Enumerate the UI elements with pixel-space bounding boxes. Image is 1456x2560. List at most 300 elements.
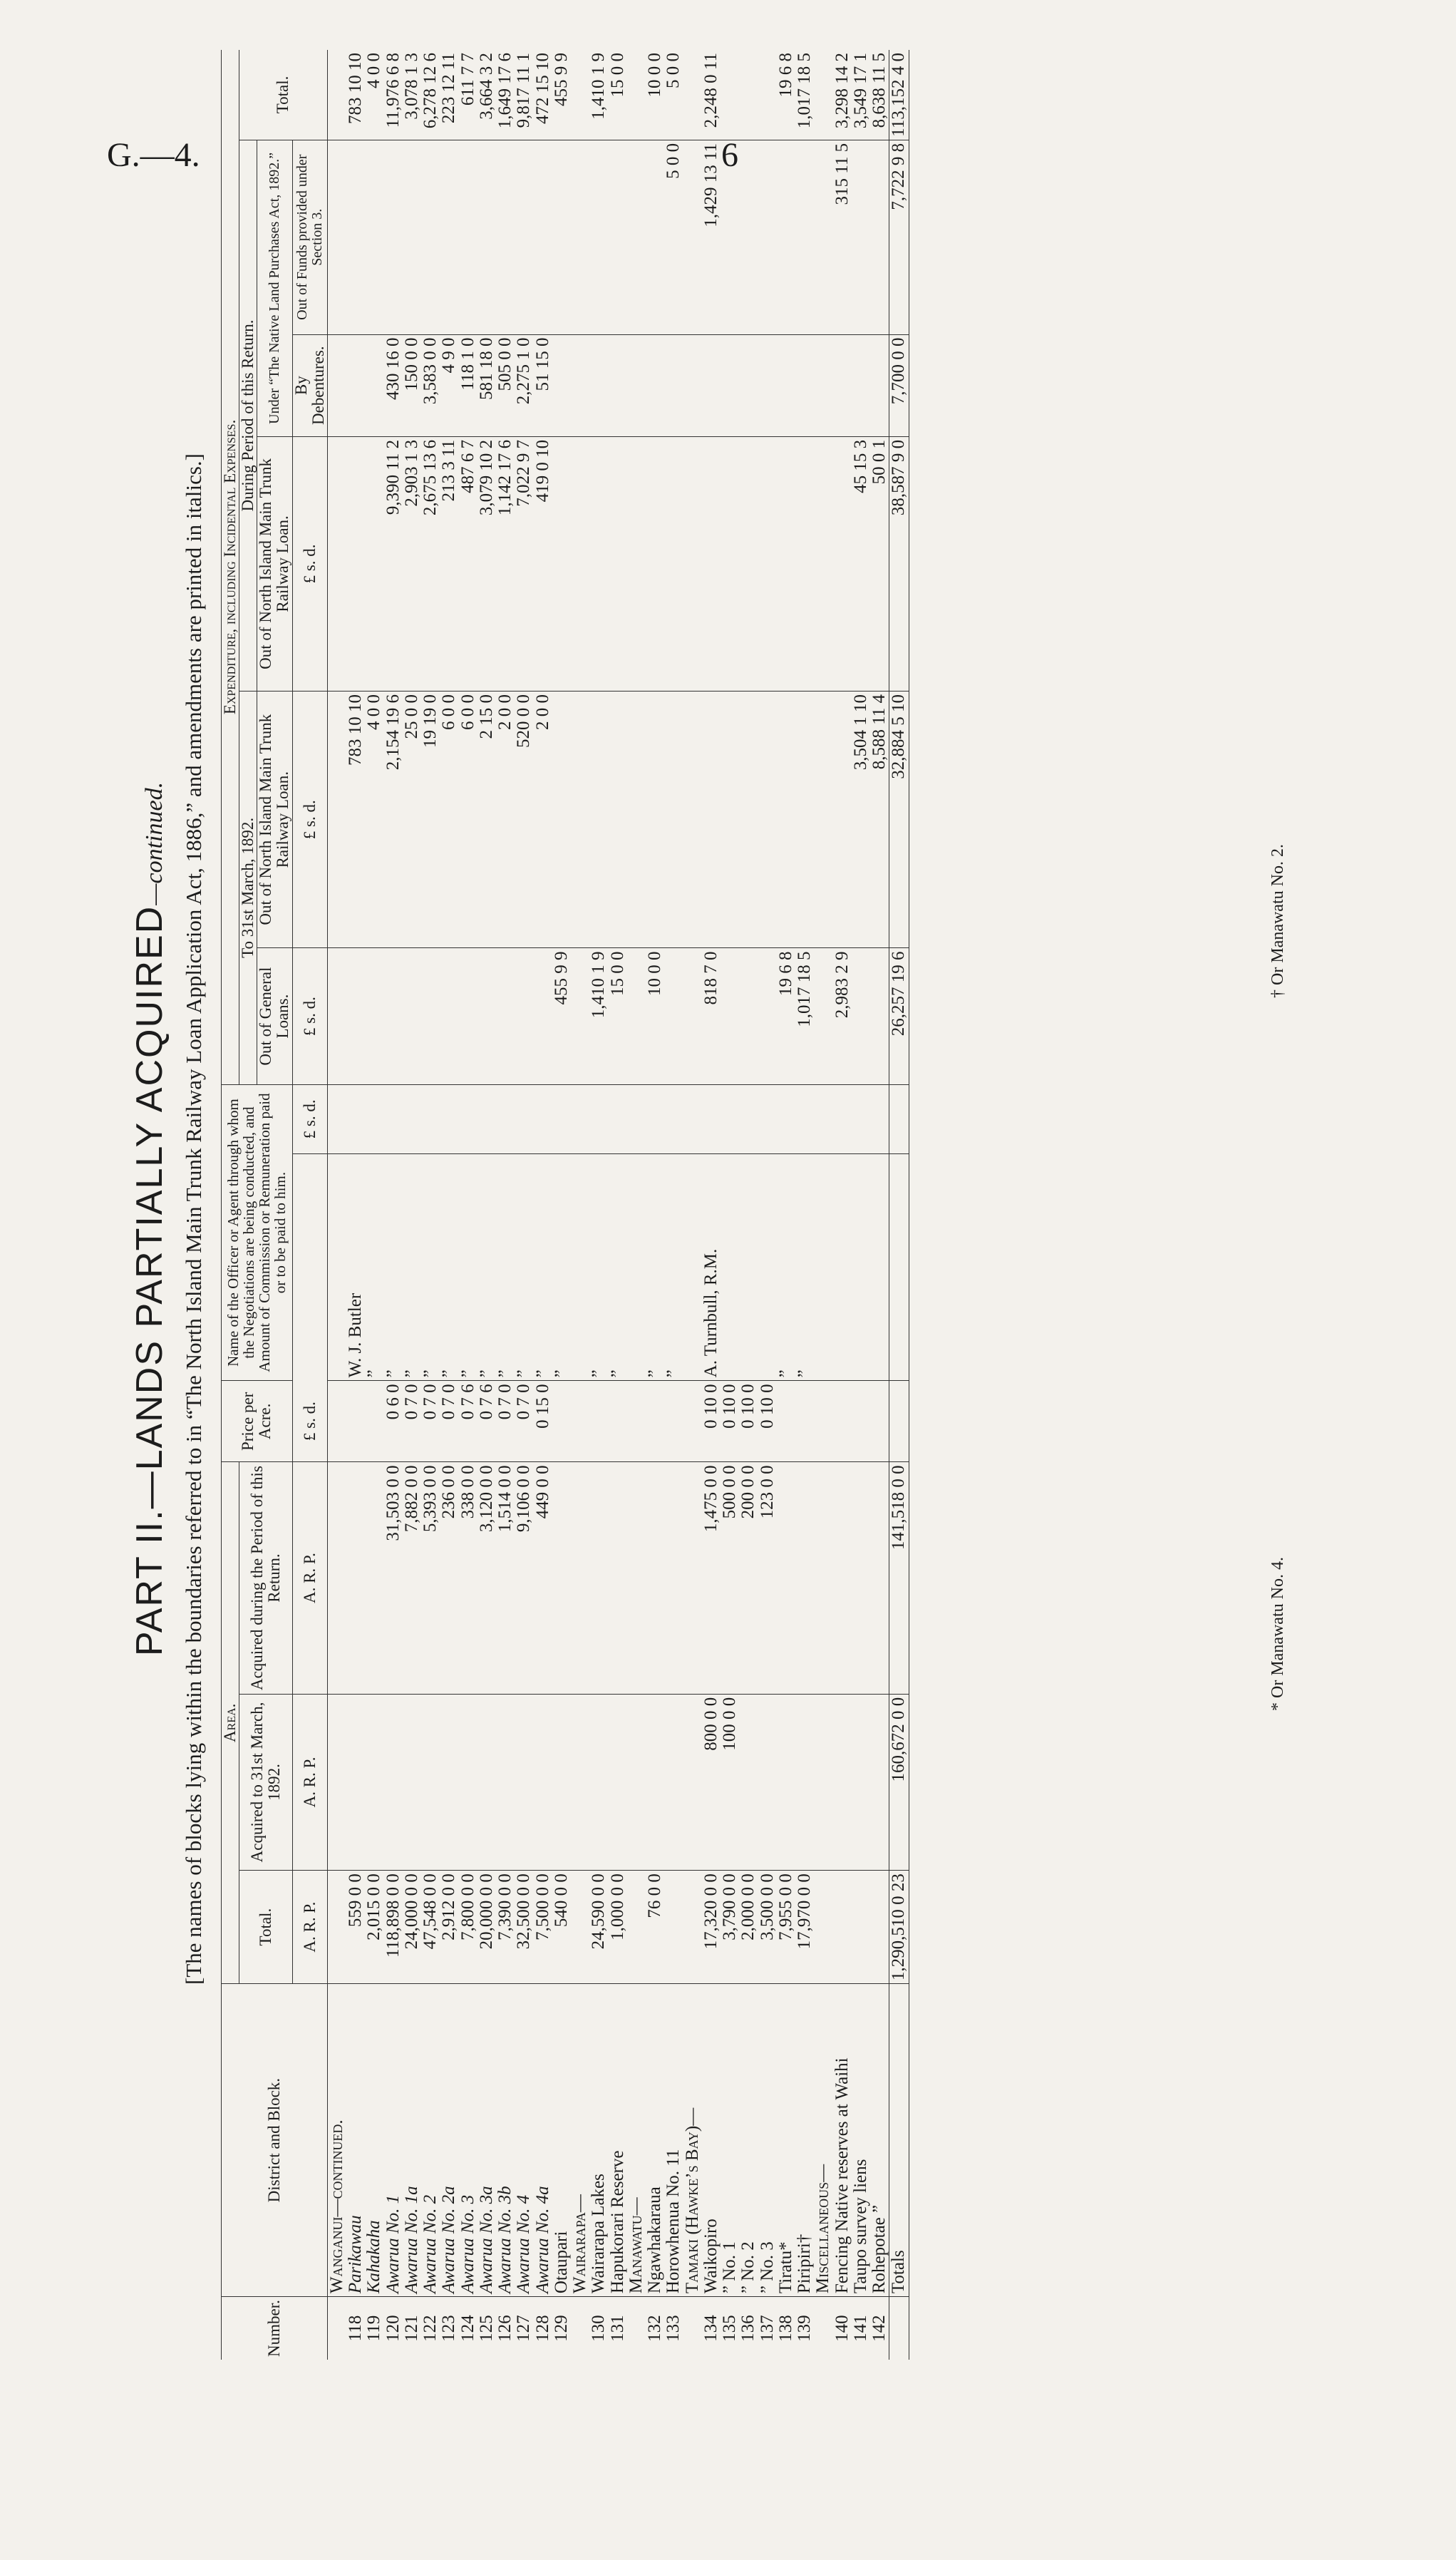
cell-sec3: 1,429 13 11 xyxy=(702,140,721,334)
cell-officer-amt xyxy=(852,1084,870,1153)
col-native-land-act: Under “The Native Land Purchases Act, 1892.” xyxy=(257,140,292,436)
cell-nimt2 xyxy=(589,436,608,691)
cell-officer-amt xyxy=(795,1084,814,1153)
row-number: 135 xyxy=(720,2315,740,2342)
cell-officer xyxy=(739,1153,758,1380)
row-number: 129 xyxy=(551,2315,571,2342)
table-row xyxy=(758,50,777,2360)
cell-gen xyxy=(870,948,889,1084)
cell-total xyxy=(627,1871,646,1984)
cell-nimt2 xyxy=(683,436,702,691)
cell-deb xyxy=(833,334,852,436)
table-row xyxy=(477,50,496,2360)
row-block-name: Otaupari xyxy=(552,1984,571,2297)
cell-sec3 xyxy=(421,140,440,334)
cell-tot: 6,278 12 6 xyxy=(421,50,440,140)
cell-nimt xyxy=(758,691,777,947)
cell-deb xyxy=(739,334,758,436)
cell-acq-period: 338 0 0 xyxy=(459,1462,477,1694)
cell-gen xyxy=(852,948,870,1084)
cell-acq-period: 236 0 0 xyxy=(440,1462,458,1694)
cell-gen xyxy=(571,948,589,1084)
cell-officer-amt xyxy=(758,1084,777,1153)
cell-nimt2 xyxy=(327,436,346,691)
table-row xyxy=(327,50,346,2360)
cell-acq-prev xyxy=(327,1694,346,1870)
cell-acq-period xyxy=(833,1462,852,1694)
cell-total: 2,015 0 0 xyxy=(365,1871,383,1984)
cell-acq-prev xyxy=(739,1694,758,1870)
cell-price xyxy=(571,1381,589,1462)
cell-tot xyxy=(327,50,346,140)
cell-deb xyxy=(814,334,832,436)
cell-tot xyxy=(721,50,739,140)
unit-lsd-officer: £ s. d. xyxy=(292,1084,327,1153)
cell-officer-amt xyxy=(552,1084,571,1153)
footnote-a: * Or Manawatu No. 4. xyxy=(1269,1557,1287,1711)
col-acq-prev: Acquired to 31st March, 1892. xyxy=(239,1694,292,1870)
row-number: 140 xyxy=(832,2315,852,2342)
col-general-loans: Out of General Loans. xyxy=(257,948,292,1084)
unit-arp-2: A. R. P. xyxy=(292,1694,327,1870)
cell-officer-amt xyxy=(346,1084,365,1153)
cell-nimt2: 213 3 11 xyxy=(440,436,458,691)
cell-officer: ” xyxy=(664,1153,683,1380)
row-number: 120 xyxy=(383,2315,403,2342)
cell-officer: ” xyxy=(795,1153,814,1380)
table-row xyxy=(552,50,571,2360)
cell-sec3 xyxy=(814,140,832,334)
cell-officer-amt xyxy=(609,1084,627,1153)
cell-officer: ” xyxy=(477,1153,496,1380)
totals-label: Totals xyxy=(889,1984,909,2297)
cell-deb: 4 9 0 xyxy=(440,334,458,436)
cell-nimt2: 45 15 3 xyxy=(852,436,870,691)
cell-tot: 611 7 7 xyxy=(459,50,477,140)
cell-nimt2 xyxy=(346,436,365,691)
cell-nimt: 2,154 19 6 xyxy=(384,691,403,947)
table-row xyxy=(440,50,458,2360)
cell-nimt2: 9,390 11 2 xyxy=(384,436,403,691)
cell-nimt xyxy=(721,691,739,947)
row-number: 133 xyxy=(664,2315,683,2342)
row-block-name: ” No. 2 xyxy=(739,1984,758,2297)
table-row xyxy=(534,50,552,2360)
cell-gen: 1,410 1 9 xyxy=(589,948,608,1084)
cell-total: 2,000 0 0 xyxy=(739,1871,758,1984)
cell-officer-amt xyxy=(459,1084,477,1153)
cell-nimt2 xyxy=(646,436,664,691)
cell-officer-amt xyxy=(440,1084,458,1153)
cell-deb: 118 1 0 xyxy=(459,334,477,436)
cell-gen xyxy=(758,948,777,1084)
cell-acq-period: 5,393 0 0 xyxy=(421,1462,440,1694)
col-nimt-loan: Out of North Island Main Trunk Railway Loan. xyxy=(257,691,292,947)
cell-acq-prev xyxy=(683,1694,702,1870)
cell-gen xyxy=(721,948,739,1084)
cell-officer xyxy=(571,1153,589,1380)
cell-gen xyxy=(739,948,758,1084)
cell-price xyxy=(814,1381,832,1462)
cell-deb xyxy=(589,334,608,436)
row-number: 119 xyxy=(364,2315,384,2342)
totals-nimt: 32,884 5 10 xyxy=(889,691,909,947)
row-block-name: Awarua No. 3b xyxy=(496,1984,515,2297)
cell-nimt2: 2,675 13 6 xyxy=(421,436,440,691)
cell-nimt xyxy=(664,691,683,947)
cell-tot: 15 0 0 xyxy=(609,50,627,140)
cell-price xyxy=(795,1381,814,1462)
cell-price: 0 7 0 xyxy=(403,1381,421,1462)
row-number: 126 xyxy=(495,2315,515,2342)
table-row xyxy=(496,50,515,2360)
col-area: Area. xyxy=(222,1462,239,1984)
cell-acq-prev: 100 0 0 xyxy=(721,1694,739,1870)
cell-total xyxy=(852,1871,870,1984)
cell-tot: 9,817 11 1 xyxy=(515,50,533,140)
cell-tot xyxy=(571,50,589,140)
cell-nimt: 3,504 1 10 xyxy=(852,691,870,947)
cell-acq-prev xyxy=(870,1694,889,1870)
row-number: 123 xyxy=(439,2315,459,2342)
subtitle: [The names of blocks lying within the boundaries referred to in “The North Island Main Trunk Railway Loan Application Act, 1886,” and amendments are printed in italics.] xyxy=(181,453,206,1985)
cell-total: 3,790 0 0 xyxy=(721,1871,739,1984)
cell-price: 0 15 0 xyxy=(534,1381,552,1462)
cell-tot: 472 15 10 xyxy=(534,50,552,140)
cell-nimt xyxy=(739,691,758,947)
table-row xyxy=(702,50,721,2360)
cell-price: 0 10 0 xyxy=(758,1381,777,1462)
row-number: 141 xyxy=(850,2315,870,2342)
cell-acq-prev xyxy=(795,1694,814,1870)
cell-nimt xyxy=(627,691,646,947)
cell-total xyxy=(327,1871,346,1984)
cell-total: 7,955 0 0 xyxy=(777,1871,795,1984)
cell-acq-period: 9,106 0 0 xyxy=(515,1462,533,1694)
row-block-name: Manawatu— xyxy=(627,1984,646,2297)
cell-tot: 4 0 0 xyxy=(365,50,383,140)
totals-row xyxy=(889,50,909,2360)
cell-officer xyxy=(833,1153,852,1380)
cell-gen: 15 0 0 xyxy=(609,948,627,1084)
cell-nimt2: 2,903 1 3 xyxy=(403,436,421,691)
title-main: PART II.—LANDS PARTIALLY ACQUIRED xyxy=(129,905,170,1657)
cell-deb: 581 18 0 xyxy=(477,334,496,436)
row-number: 127 xyxy=(514,2315,534,2342)
cell-deb xyxy=(365,334,383,436)
cell-nimt xyxy=(833,691,852,947)
cell-sec3 xyxy=(440,140,458,334)
cell-deb xyxy=(852,334,870,436)
row-number xyxy=(814,2297,832,2360)
cell-officer: ” xyxy=(534,1153,552,1380)
rotated-page xyxy=(128,50,1340,2388)
unit-lsd-gen: £ s. d. xyxy=(292,948,327,1084)
cell-officer-amt xyxy=(833,1084,852,1153)
cell-nimt2 xyxy=(777,436,795,691)
cell-nimt2 xyxy=(721,436,739,691)
cell-total: 47,548 0 0 xyxy=(421,1871,440,1984)
table-row xyxy=(777,50,795,2360)
cell-tot xyxy=(814,50,832,140)
cell-acq-prev xyxy=(496,1694,515,1870)
cell-officer-amt xyxy=(646,1084,664,1153)
col-number: Number. xyxy=(222,2297,328,2360)
cell-officer: ” xyxy=(459,1153,477,1380)
row-number: 125 xyxy=(476,2315,496,2342)
cell-total: 24,590 0 0 xyxy=(589,1871,608,1984)
cell-officer xyxy=(721,1153,739,1380)
row-block-name: Awarua No. 3 xyxy=(459,1984,477,2297)
cell-nimt: 8,588 11 4 xyxy=(870,691,889,947)
cell-total xyxy=(664,1871,683,1984)
document-code: G.—4. xyxy=(107,136,200,174)
row-number: 139 xyxy=(795,2315,815,2342)
cell-acq-period xyxy=(777,1462,795,1694)
cell-acq-prev xyxy=(477,1694,496,1870)
cell-deb xyxy=(552,334,571,436)
cell-acq-period: 449 0 0 xyxy=(534,1462,552,1694)
cell-nimt xyxy=(327,691,346,947)
cell-acq-period xyxy=(852,1462,870,1694)
cell-price: 0 7 0 xyxy=(496,1381,515,1462)
cell-nimt xyxy=(683,691,702,947)
cell-nimt2: 50 0 1 xyxy=(870,436,889,691)
cell-price: 0 10 0 xyxy=(721,1381,739,1462)
row-block-name: Parikawau xyxy=(346,1984,365,2297)
cell-acq-period xyxy=(552,1462,571,1694)
cell-acq-prev xyxy=(552,1694,571,1870)
cell-nimt xyxy=(646,691,664,947)
cell-total: 7,390 0 0 xyxy=(496,1871,515,1984)
cell-acq-period xyxy=(627,1462,646,1694)
row-number xyxy=(683,2297,702,2360)
cell-officer: ” xyxy=(440,1153,458,1380)
cell-acq-prev xyxy=(421,1694,440,1870)
cell-nimt: 520 0 0 xyxy=(515,691,533,947)
table-body xyxy=(327,50,909,2360)
cell-officer-amt xyxy=(627,1084,646,1153)
table-row xyxy=(739,50,758,2360)
unit-blank xyxy=(292,1153,327,1380)
row-block-name: Horowhenua No. 11 xyxy=(664,1984,683,2297)
cell-gen xyxy=(477,948,496,1084)
cell-price xyxy=(589,1381,608,1462)
row-block-name: ” No. 1 xyxy=(721,1984,739,2297)
row-block-name: Wairarapa— xyxy=(571,1984,589,2297)
cell-acq-period: 31,503 0 0 xyxy=(384,1462,403,1694)
cell-deb: 150 0 0 xyxy=(403,334,421,436)
cell-acq-period xyxy=(346,1462,365,1694)
cell-nimt xyxy=(552,691,571,947)
row-block-name: ” No. 3 xyxy=(758,1984,777,2297)
cell-sec3 xyxy=(646,140,664,334)
totals-gen: 26,257 19 6 xyxy=(889,948,909,1084)
cell-sec3 xyxy=(609,140,627,334)
col-to-date: To 31st March, 1892. xyxy=(239,691,257,1084)
row-block-name: Awarua No. 3a xyxy=(477,1984,496,2297)
cell-total: 2,912 0 0 xyxy=(440,1871,458,1984)
page-title xyxy=(128,50,171,2388)
row-block-name: Awarua No. 1 xyxy=(384,1984,403,2297)
cell-officer: ” xyxy=(421,1153,440,1380)
cell-total: 7,500 0 0 xyxy=(534,1871,552,1984)
cell-deb: 3,583 0 0 xyxy=(421,334,440,436)
table-row xyxy=(459,50,477,2360)
cell-officer: ” xyxy=(552,1153,571,1380)
cell-nimt2 xyxy=(609,436,627,691)
cell-acq-prev xyxy=(758,1694,777,1870)
cell-price: 0 10 0 xyxy=(739,1381,758,1462)
cell-deb xyxy=(327,334,346,436)
cell-officer-amt xyxy=(327,1084,346,1153)
cell-acq-period xyxy=(795,1462,814,1694)
cell-deb xyxy=(646,334,664,436)
cell-officer-amt xyxy=(870,1084,889,1153)
totals-acq-prev: 160,672 0 0 xyxy=(889,1694,909,1870)
cell-price: 0 7 0 xyxy=(440,1381,458,1462)
cell-deb xyxy=(795,334,814,436)
cell-price xyxy=(777,1381,795,1462)
cell-acq-prev xyxy=(609,1694,627,1870)
cell-nimt2: 487 6 7 xyxy=(459,436,477,691)
cell-acq-period: 3,120 0 0 xyxy=(477,1462,496,1694)
cell-tot: 3,298 14 2 xyxy=(833,50,852,140)
cell-nimt: 19 19 0 xyxy=(421,691,440,947)
totals-empty xyxy=(889,1153,909,1380)
cell-sec3 xyxy=(852,140,870,334)
row-number: 142 xyxy=(869,2315,889,2342)
cell-tot: 5 0 0 xyxy=(664,50,683,140)
cell-officer xyxy=(870,1153,889,1380)
row-block-name: Awarua No. 2a xyxy=(440,1984,458,2297)
cell-tot: 11,976 6 8 xyxy=(384,50,403,140)
page-number: 6 xyxy=(721,136,738,174)
table-row xyxy=(589,50,608,2360)
cell-sec3 xyxy=(777,140,795,334)
cell-nimt2 xyxy=(739,436,758,691)
cell-nimt2: 3,079 10 2 xyxy=(477,436,496,691)
row-block-name: Wairarapa Lakes xyxy=(589,1984,608,2297)
cell-acq-period xyxy=(589,1462,608,1694)
cell-nimt2: 419 0 10 xyxy=(534,436,552,691)
cell-officer: ” xyxy=(515,1153,533,1380)
cell-sec3 xyxy=(496,140,515,334)
cell-officer-amt xyxy=(384,1084,403,1153)
table-row xyxy=(515,50,533,2360)
table-row xyxy=(814,50,832,2360)
row-number: 132 xyxy=(645,2315,665,2342)
cell-nimt xyxy=(609,691,627,947)
cell-sec3 xyxy=(327,140,346,334)
cell-acq-prev xyxy=(852,1694,870,1870)
cell-nimt2 xyxy=(795,436,814,691)
row-block-name: Tamaki (Hawke’s Bay)— xyxy=(683,1984,702,2297)
cell-officer xyxy=(852,1153,870,1380)
cell-officer-amt xyxy=(477,1084,496,1153)
row-number: 121 xyxy=(401,2315,421,2342)
totals-empty xyxy=(889,2297,909,2360)
cell-gen xyxy=(496,948,515,1084)
totals-nimt2: 38,587 9 0 xyxy=(889,436,909,691)
unit-lsd-nimt2: £ s. d. xyxy=(292,436,327,691)
cell-price: 0 7 6 xyxy=(477,1381,496,1462)
cell-total: 540 0 0 xyxy=(552,1871,571,1984)
col-by-debentures: By Debentures. xyxy=(292,334,327,436)
cell-officer-amt xyxy=(721,1084,739,1153)
cell-deb xyxy=(664,334,683,436)
row-block-name: Awarua No. 4 xyxy=(515,1984,533,2297)
cell-price: 0 7 0 xyxy=(421,1381,440,1462)
cell-officer: ” xyxy=(365,1153,383,1380)
cell-acq-prev xyxy=(515,1694,533,1870)
row-number: 124 xyxy=(458,2315,477,2342)
cell-total xyxy=(683,1871,702,1984)
cell-nimt2 xyxy=(664,436,683,691)
table-row xyxy=(346,50,365,2360)
row-block-name: Kahakaha xyxy=(365,1984,383,2297)
cell-acq-period xyxy=(365,1462,383,1694)
row-number: 137 xyxy=(757,2315,777,2342)
cell-acq-period: 200 0 0 xyxy=(739,1462,758,1694)
totals-tot: 113,152 4 0 xyxy=(889,50,909,140)
cell-total: 32,500 0 0 xyxy=(515,1871,533,1984)
cell-officer-amt xyxy=(403,1084,421,1153)
cell-acq-prev xyxy=(589,1694,608,1870)
cell-acq-period: 1,475 0 0 xyxy=(702,1462,721,1694)
unit-lsd-price: £ s. d. xyxy=(292,1381,327,1462)
cell-acq-period: 7,882 0 0 xyxy=(403,1462,421,1694)
cell-nimt2 xyxy=(552,436,571,691)
cell-tot: 10 0 0 xyxy=(646,50,664,140)
row-block-name: Fencing Native reserves at Waihi xyxy=(833,1984,852,2297)
cell-sec3 xyxy=(870,140,889,334)
cell-gen: 455 9 9 xyxy=(552,948,571,1084)
row-number xyxy=(571,2297,589,2360)
cell-price xyxy=(365,1381,383,1462)
cell-price: 0 7 6 xyxy=(459,1381,477,1462)
table-row xyxy=(721,50,739,2360)
cell-officer-amt xyxy=(515,1084,533,1153)
cell-total xyxy=(870,1871,889,1984)
row-block-name: Awarua No. 4a xyxy=(534,1984,552,2297)
lands-table xyxy=(221,50,1254,2360)
table-row xyxy=(627,50,646,2360)
cell-officer-amt xyxy=(683,1084,702,1153)
row-block-name: Miscellaneous— xyxy=(814,1984,832,2297)
cell-tot xyxy=(627,50,646,140)
table-row xyxy=(646,50,664,2360)
cell-deb xyxy=(702,334,721,436)
cell-nimt2 xyxy=(571,436,589,691)
cell-gen xyxy=(627,948,646,1084)
cell-tot: 1,410 1 9 xyxy=(589,50,608,140)
cell-acq-period xyxy=(870,1462,889,1694)
cell-tot: 3,664 3 2 xyxy=(477,50,496,140)
row-block-name: Piripiri† xyxy=(795,1984,814,2297)
cell-officer-amt xyxy=(814,1084,832,1153)
row-number: 128 xyxy=(532,2315,552,2342)
cell-price xyxy=(346,1381,365,1462)
col-expenditure: Expenditure, including Incidental Expenses. xyxy=(222,50,239,1084)
cell-gen: 10 0 0 xyxy=(646,948,664,1084)
cell-price xyxy=(609,1381,627,1462)
table-row xyxy=(852,50,870,2360)
cell-total xyxy=(814,1871,832,1984)
cell-nimt: 2 0 0 xyxy=(534,691,552,947)
row-number: 130 xyxy=(589,2315,609,2342)
cell-officer: ” xyxy=(589,1153,608,1380)
